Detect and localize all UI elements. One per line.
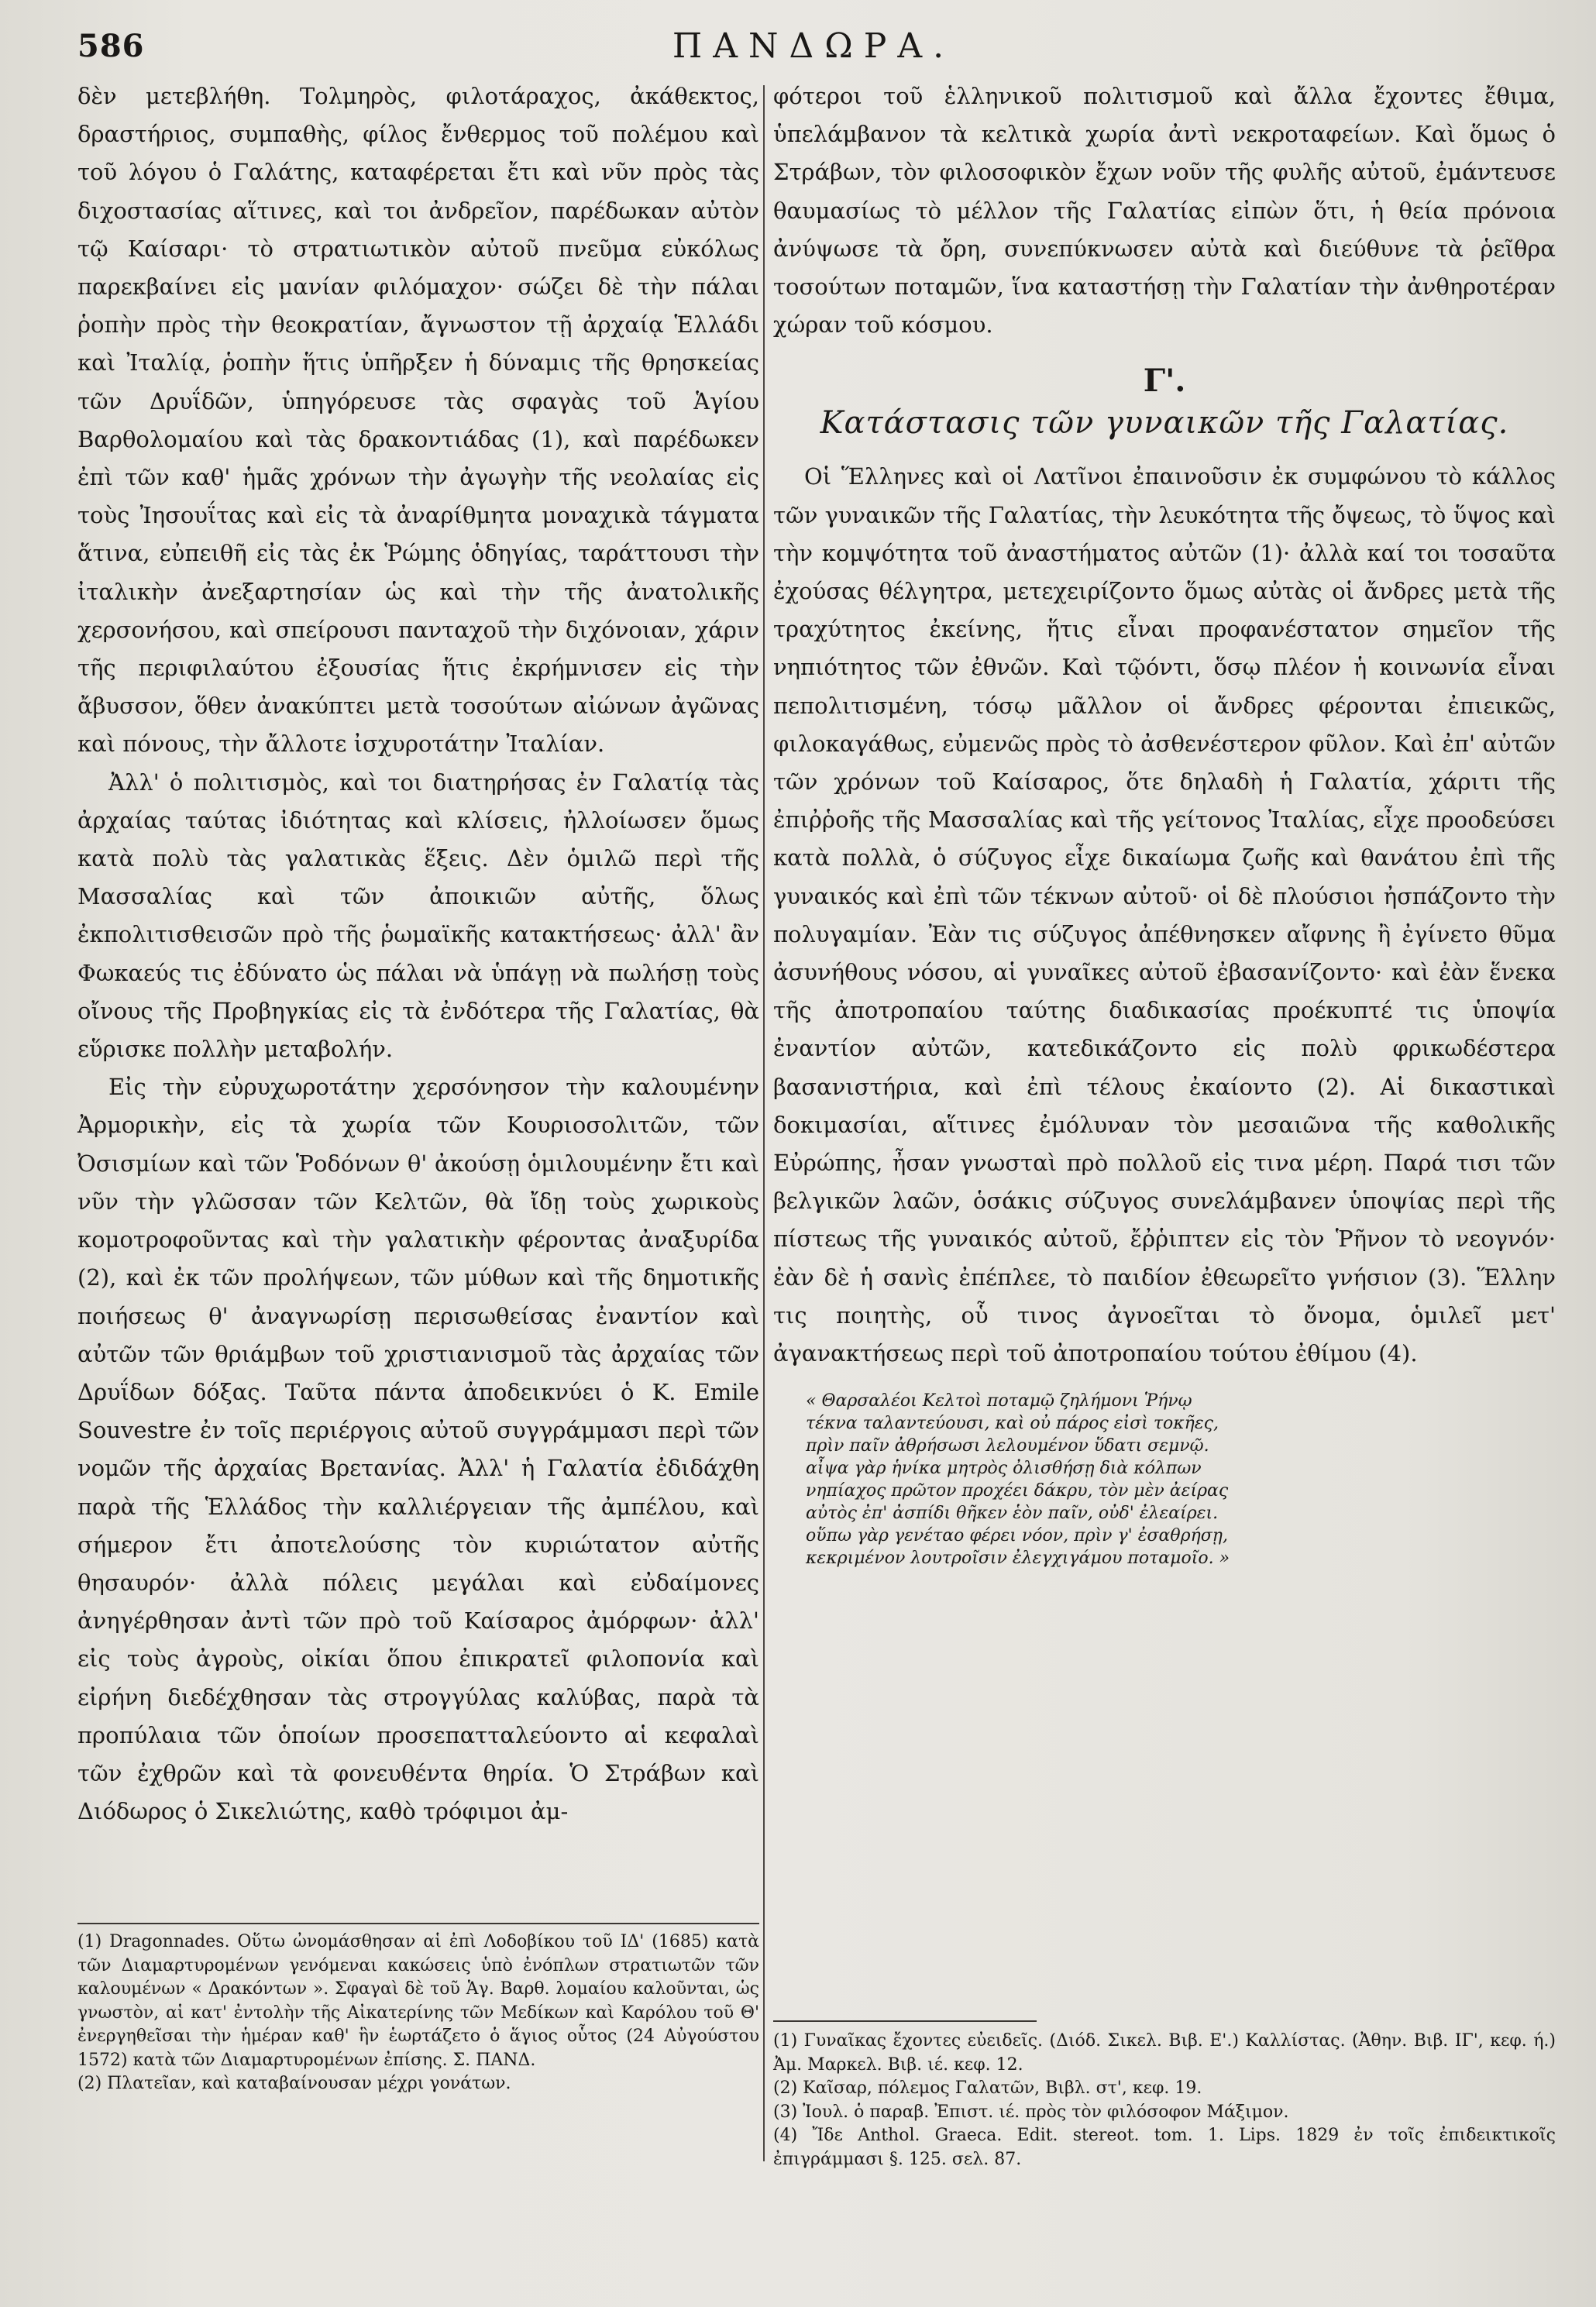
left-paragraph-2: Ἀλλ' ὁ πολιτισμὸς, καὶ τοι διατηρήσας ἐν Γαλατίᾳ τὰς ἀρχαίας ταύτας ἰδιότητας καὶ κλίσεις, ἠλλοίωσεν ὅμως κατὰ πολὺ τὰς γαλατικὰς ἕξεις. Δὲν ὁμιλῶ περὶ τῆς Μασσαλίας καὶ τῶν ἀποικιῶν αὐτῆς, ὅλως ἐκπολιτισθεισῶν πρὸ τῆς ῥωμαϊκῆς κατακτήσεως· ἀλλ' ἂν Φωκαεύς τις ἐδύνατο ὡς πάλαι νὰ ὑπάγῃ νὰ πωλήσῃ τοὺς οἴνους τῆς Προβηγκίας εἰς τὰ ἐνδότερα τῆς Γαλατίας, θὰ εὕρισκε πολλὴν μεταβολήν.	[77, 768, 759, 1063]
section-number: Γ'.	[1143, 363, 1186, 400]
poem-line: τέκνα ταλαντεύουσι, καὶ οὐ πάρος εἰσὶ τοκῆες,	[806, 1414, 1219, 1434]
right-column	[773, 77, 1556, 1570]
section-title: Κατάστασις τῶν γυναικῶν τῆς Γαλατίας.	[820, 405, 1509, 442]
right-paragraph-2: Οἱ Ἕλληνες καὶ οἱ Λατῖνοι ἐπαινοῦσιν ἐκ συμφώνου τὸ κάλλος τῶν γυναικῶν τῆς Γαλατίας, τὴν λευκότητα τῆς ὄψεως, τὸ ὕψος καὶ τὴν κομψότητα τοῦ ἀναστήματος αὐτῶν (1)· ἀλλὰ καί τοι τοσαῦτα ἐχούσας θέλγητρα, μετεχειρίζοντο ὅμως αὐτὰς οἱ ἄνδρες μετὰ τῆς τραχύτητος ἐκείνης, ἥτις εἶναι προφανέστατον σημεῖον τῆς νηπιότητος τῶν ἐθνῶν. Καὶ τῷόντι, ὅσῳ πλέον ἡ κοινωνία εἶναι πεπολιτισμένη, τόσῳ μᾶλλον οἱ ἄνδρες φέρονται ἐπιεικῶς, φιλοκαγάθως, εὐμενῶς πρὸς τὸ ἀσθενέστερον φῦλον. Καὶ ἐπ' αὐτῶν τῶν χρόνων τοῦ Καίσαρος, ὅτε δηλαδὴ ἡ Γαλατία, χάριτι τῆς ἐπιῤῥοῆς τῆς Μασσαλίας καὶ τῆς γείτονος Ἰταλίας, εἶχε προοδεύσει κατὰ πολλὰ, ὁ σύζυγος εἶχε δικαίωμα ζωῆς καὶ θανάτου ἐπὶ τῆς γυναικός καὶ ἐπὶ τῶν τέκνων αὐτοῦ· οἱ δὲ πλούσιοι ἠσπάζοντο τὴν πολυγαμίαν. Ἐὰν τις σύζυγος ἀπέθνησκεν αἴφνης ἢ ἐγίνετο θῦμα ἀσυνήθους νόσου, αἱ γυναῖκες αὐτοῦ ἐβασανίζοντο· καὶ ἐὰν ἕνεκα τῆς ἀποτροπαίου ταύτης διαδικασίας προέκυπτέ τις ὑποψία ἐναντίον αὐτῶν, κατεδικάζοντο εἰς πολὺ φρικωδέστερα βασανιστήρια, καὶ ἐπὶ τέλους ἐκαίοντο (2). Αἱ δικαστικαὶ δοκιμασίαι, αἵτινες ἐμόλυναν τὸν μεσαιῶνα τῆς καθολικῆς Εὐρώπης, ἦσαν γνωσταὶ πρὸ πολλοῦ εἰς τινα μέρη. Παρά τισι τῶν βελγικῶν λαῶν, ὁσάκις σύζυγος συνελάμβανεν ὑποψίας περὶ τῆς πίστεως τῆς γυναικός αὐτοῦ, ἔῤῥιπτεν εἰς τὸν Ῥῆνον τὸ νεογνόν· ἐὰν δὲ ἡ σανὶς ἐπέπλεε, τὸ παιδίον ἐθεωρεῖτο γνήσιον (3). Ἕλλην τις ποιητὴς, οὗ τινος ἀγνοεῖται τὸ ὄνομα, ὁμιλεῖ μετ' ἀγανακτήσεως περὶ τοῦ ἀποτροπαίου τούτου ἐθίμου (4).	[773, 463, 1556, 1367]
right-footnotes	[773, 2030, 1556, 2171]
poem-line: οὕπω γὰρ γενέταο φέρει νόον, πρὶν γ' ἐσαθρήσῃ,	[806, 1526, 1228, 1546]
poem-line: αὐτὸς ἐπ' ἀσπίδι θῆκεν ἑὸν παῖν, οὐδ' ἐλεαίρει.	[806, 1504, 1219, 1524]
poem-line: νηπίαχος πρῶτον προχέει δάκρυ, τὸν μὲν ἀείρας	[806, 1481, 1229, 1501]
column-divider	[763, 85, 765, 2161]
poem-quotation	[806, 1390, 1556, 1570]
footnote-left-2: (2) Πλατεῖαν, καὶ καταβαίνουσαν μέχρι γονάτων.	[77, 2074, 511, 2093]
left-paragraph-3: Εἰς τὴν εὐρυχωροτάτην χερσόνησον τὴν καλουμένην Ἀρμορικὴν, εἰς τὰ χωρία τῶν Κουριοσολιτῶν, τῶν Ὀσισμίων καὶ τῶν Ῥοδόνων θ' ἀκούσῃ ὁμιλουμένην ἔτι καὶ νῦν τὴν γλῶσσαν τῶν Κελτῶν, θὰ ἴδῃ τοὺς χωρικοὺς κομοτροφοῦντας καὶ τὴν γαλατικὴν φέροντας ἀναξυρίδα (2), καὶ ἐκ τῶν προλήψεων, τῶν μύθων καὶ τῆς δημοτικῆς ποιήσεως θ' ἀναγνωρίσῃ περισωθείσας ἐναντίον καὶ αὐτῶν τῶν θριάμβων τοῦ χριστιανισμοῦ τὰς ἀρχαίας τῶν Δρυΐδων δόξας. Ταῦτα πάντα ἀποδεικνύει ὁ Κ. Emile Souvestre ἐν τοῖς περιέργοις αὐτοῦ συγγράμμασι περὶ τῶν νομῶν τῆς ἀρχαίας Βρετανίας. Ἀλλ' ἡ Γαλατία ἐδιδάχθη παρὰ τῆς Ἑλλάδος τὴν καλλιέργειαν τῆς ἀμπέλου, καὶ σήμερον ἔτι ἀποτελούσης τὸν κυριώτατον αὐτῆς θησαυρόν· ἀλλὰ πόλεις μεγάλαι καὶ εὐδαίμονες ἀνηγέρθησαν ἀντὶ τῶν πρὸ τοῦ Καίσαρος ἀμόρφων· ἀλλ' εἰς τοὺς ἀγροὺς, οἰκίαι ὅπου ἐπικρατεῖ φιλοπονία καὶ εἰρήνη διεδέχθησαν τὰς στρογγύλας καλύβας, παρὰ τὰ προπύλαια τῶν ὁποίων προσεπατταλεύοντο αἱ κεφαλαὶ τῶν ἐχθρῶν καὶ τὰ φονευθέντα θηρία. Ὁ Στράβων καὶ Διόδωρος ὁ Σικελιώτης, καθὸ τρόφιμοι ἀμ-	[77, 1074, 759, 1825]
poem-line: πρὶν παῖν ἀθρήσωσι λελουμένον ὕδατι σεμνῷ.	[806, 1436, 1209, 1456]
page-number: 586	[77, 28, 145, 64]
poem-line: « Θαρσαλέοι Κελτοὶ ποταμῷ ζηλήμονι Ῥήνῳ	[806, 1391, 1192, 1411]
left-footnote-rule	[77, 1923, 759, 1924]
right-paragraph-1: φότεροι τοῦ ἑλληνικοῦ πολιτισμοῦ καὶ ἄλλα ἔχοντες ἔθιμα, ὑπελάμβανον τὰ κελτικὰ χωρία ἀντὶ νεκροταφείων. Καὶ ὅμως ὁ Στράβων, τὸν φιλοσοφικὸν ἔχων νοῦν τῆς φυλῆς αὐτοῦ, ἐμάντευσε θαυμασίως τὸ μέλλον τῆς Γαλατίας εἰπὼν ὅτι, ἡ θεία πρόνοια ἀνύψωσε τὰ ὄρη, συνεπύκνωσεν αὐτὰ καὶ διεύθυνε τὰ ῥεῖθρα τοσούτων ποταμῶν, ἵνα καταστήσῃ τὴν Γαλατίαν τὴν ἀνθηροτέραν χώραν τοῦ κόσμου.	[773, 83, 1556, 339]
footnote-left-1: (1) Dragonnades. Οὕτω ὠνομάσθησαν αἱ ἐπὶ Λοδοβίκου τοῦ ΙΔ' (1685) κατὰ τῶν Διαμαρτυρομένων γενόμεναι κακώσεις ὑπὸ ἐνόπλων στρατιωτῶν τῶν καλουμένων « Δρακόντων ». Σφαγαὶ δὲ τοῦ Ἁγ. Βαρθ. λομαίου καλοῦνται, ὡς γνωστὸν, αἱ κατ' ἐντολὴν τῆς Αἰκατερίνης τῶν Μεδίκων καὶ Καρόλου τοῦ Θ' ἐνεργηθεῖσαι τὴν ἡμέραν καθ' ἣν ἑωρτάζετο ὁ ἅγιος οὗτος (24 Αὐγούστου 1572) κατὰ τῶν Διαμαρτυρομένων ἐπίσης. Σ. ΠΑΝΔ.	[77, 1932, 759, 2070]
left-paragraph-1: δὲν μετεβλήθη. Τολμηρὸς, φιλοτάραχος, ἀκάθεκτος, δραστήριος, συμπαθὴς, φίλος ἔνθερμος τοῦ πολέμου καὶ τοῦ λόγου ὁ Γαλάτης, καταφέρεται ἔτι καὶ νῦν πρὸς τὰς διχοστασίας αἵτινες, καὶ τοι ἀνδρεῖον, παρέδωκαν αὐτὸν τῷ Καίσαρι· τὸ στρατιωτικὸν αὐτοῦ πνεῦμα εὐκόλως παρεκβαίνει εἰς μανίαν φιλόμαχον· σώζει δὲ τὴν πάλαι ῥοπὴν πρὸς τὴν θεοκρατίαν, ἄγνωστον τῇ ἀρχαίᾳ Ἑλλάδι καὶ Ἰταλίᾳ, ῥοπὴν ἥτις ὑπῆρξεν ἡ δύναμις τῆς θρησκείας τῶν Δρυΐδῶν, ὑπηγόρευσε τὰς σφαγὰς τοῦ Ἁγίου Βαρθολομαίου καὶ τὰς δρακοντιάδας (1), καὶ παρέδωκεν ἐπὶ τῶν καθ' ἡμᾶς χρόνων τὴν ἀγωγὴν τῆς νεολαίας εἰς τοὺς Ἰησουΐτας καὶ εἰς τὰ ἀναρίθμητα μοναχικὰ τάγματα ἅτινα, εὐπειθῆ εἰς τὰς ἐκ Ῥώμης ὁδηγίας, ταράττουσι τὴν ἰταλικὴν ἀνεξαρτησίαν ὡς καὶ τὴν τῆς ἀνατολικῆς χερσονήσου, καὶ σπείρουσι πανταχοῦ τὴν διχόνοιαν, χάριν τῆς περιφιλαύτου ἐξουσίας ἥτις ἐκρήμνισεν εἰς τὴν ἄβυσσον, ὅθεν ἀνακύπτει μετὰ τοσούτων αἰώνων ἀγῶνας καὶ πόνους, τὴν ἄλλοτε ἰσχυροτάτην Ἰταλίαν.	[77, 83, 759, 758]
footnote-right-3: (3) Ἰουλ. ὁ παραβ. Ἐπιστ. ιέ. πρὸς τὸν φιλόσοφον Μάξιμον.	[773, 2102, 1289, 2122]
left-footnotes	[77, 1931, 759, 2096]
poem-line: αἶψα γὰρ ἡνίκα μητρὸς ὀλισθήσῃ διὰ κόλπων	[806, 1459, 1202, 1479]
page-header	[77, 22, 1550, 76]
footnote-right-2: (2) Καῖσαρ, πόλεμος Γαλατῶν, Βιβλ. στ', κεφ. 19.	[773, 2078, 1202, 2098]
left-column	[77, 77, 759, 1831]
poem-line: κεκριμένον λουτροῖσιν ἐλεγχιγάμου ποταμοῖο. »	[806, 1549, 1230, 1569]
right-footnote-rule	[773, 2020, 1037, 2022]
footnote-right-4: (4) Ἴδε Anthol. Graeca. Edit. stereot. tom. 1. Lips. 1829 ἐν τοῖς ἐπιδεικτικοῖς ἐπιγράμμασι §. 125. σελ. 87.	[773, 2126, 1556, 2169]
running-title: ΠΑΝΔΩΡΑ.	[672, 26, 955, 66]
footnote-right-1: (1) Γυναῖκας ἔχοντες εὐειδεῖς. (Διόδ. Σικελ. Βιβ. Ε'.) Καλλίστας. (Ἀθην. Βιβ. ΙΓ', κεφ. ή.) Ἀμ. Μαρκελ. Βιβ. ιέ. κεφ. 12.	[773, 2031, 1556, 2075]
